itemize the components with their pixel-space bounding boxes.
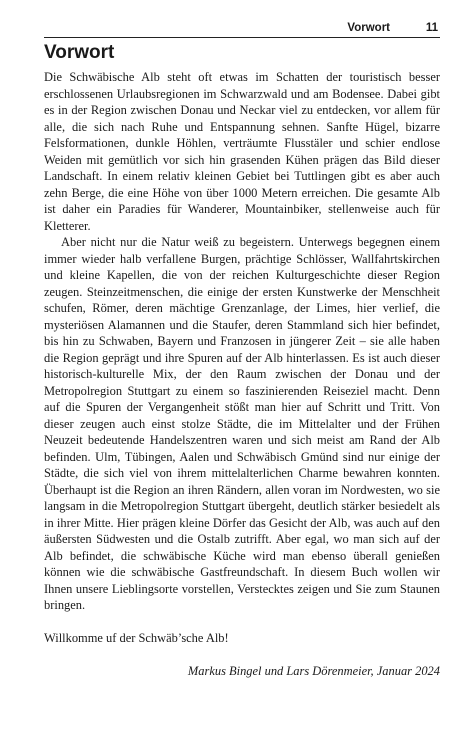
- running-header-title: Vorwort: [347, 22, 390, 34]
- paragraph-intro: Die Schwäbische Alb steht oft etwas im Schatten der touristisch besser erschlossenen Urlaubsregionen im Schwarzwald und am Bodensee. Dabei gibt es in der Region zwischen Donau und Neckar viel zu entdecken, vor allem für alle, die sich nach Ruhe und Entspannung sehnen. Sanfte Hügel, bizarre Felsformationen, dunkle Höhlen, verträumte Flusstäler und schier endlose Weiden mit gemütlich vor sich hin grasenden Kühen prägen das Bild dieser Landschaft. In einem relativ kleinen Gebiet bei Tuttlingen gibt es aber auch zehn Berge, die eine Höhe von über 1000 Metern erreichen. Die gesamte Alb ist daher ein Paradies für Wanderer, Mountainbiker, stellenweise auch für Kletterer.: [44, 70, 440, 233]
- author-signature: Markus Bingel und Lars Dörenmeier, Januar 2024: [187, 664, 440, 678]
- page-number: 11: [425, 22, 438, 34]
- paragraph-greeting: Willkomme uf der Schwäb’sche Alb!: [44, 631, 229, 645]
- paragraph-culture: Aber nicht nur die Natur weiß zu begeistern. Unterwegs begegnen einem immer wieder halb verfallene Burgen, prächtige Schlösser, Wallfahrtskirchen und kleine Kapellen, die von der reichen Kulturgeschichte dieser Region zeugen. Steinzeitmenschen, die einige der ersten Kunstwerke der Menschheit schufen, Römer, deren mächtige Grenzanlage, der Limes, hier verlief, die mysteriösen Alamannen und die Staufer, deren Stammland sich hier befindet, bis hin zu Schwaben, Bayern und Franzosen in jüngerer Zeit – sie alle haben die Region geprägt und ihre Spuren auf der Alb hinterlassen. Es ist auch dieser historisch-kulturelle Mix, der den Raum zwischen der Donau und der Metropolregion Stuttgart zu einem so faszinierenden Reiseziel macht. Denn auf die Spuren der Vergangenheit stößt man hier auf Schritt und Tritt. Von dieser zeugen auch einst stolze Städte, die im Mittelalter und der Frühen Neuzeit bedeutende Handelszentren waren und sich meist am Rand der Alb befinden. Ulm, Tübingen, Aalen und Schwäbisch Gmünd sind nur einige der Städte, die sich viel von ihrem mittelalterlichen Charme bewahren konnten. Überhaupt ist die Region an ihren Rändern, allen voran im Nordwesten, wo sie langsam in die Metropolregion Stuttgart übergeht, deutlich stärker besiedelt als in ihrer Mitte. Hier prägen kleine Dörfer das Gesicht der Alb, was auch auf den äußersten Südwesten und die Ostalb zutrifft. Aber egal, wo man sich auf der Alb befindet, die schwäbische Küche wird man ebenso überall genießen können wie die schwäbische Gastfreundschaft. In diesem Buch wollen wir Ihnen unsere Lieblingsorte vorstellen, Verstecktes zeigen und Sie zum Staunen bringen.: [44, 235, 440, 612]
- running-header: [44, 21, 440, 36]
- body-text: [44, 69, 440, 680]
- header-rule: [44, 37, 440, 38]
- page-title: Vorwort: [44, 42, 115, 63]
